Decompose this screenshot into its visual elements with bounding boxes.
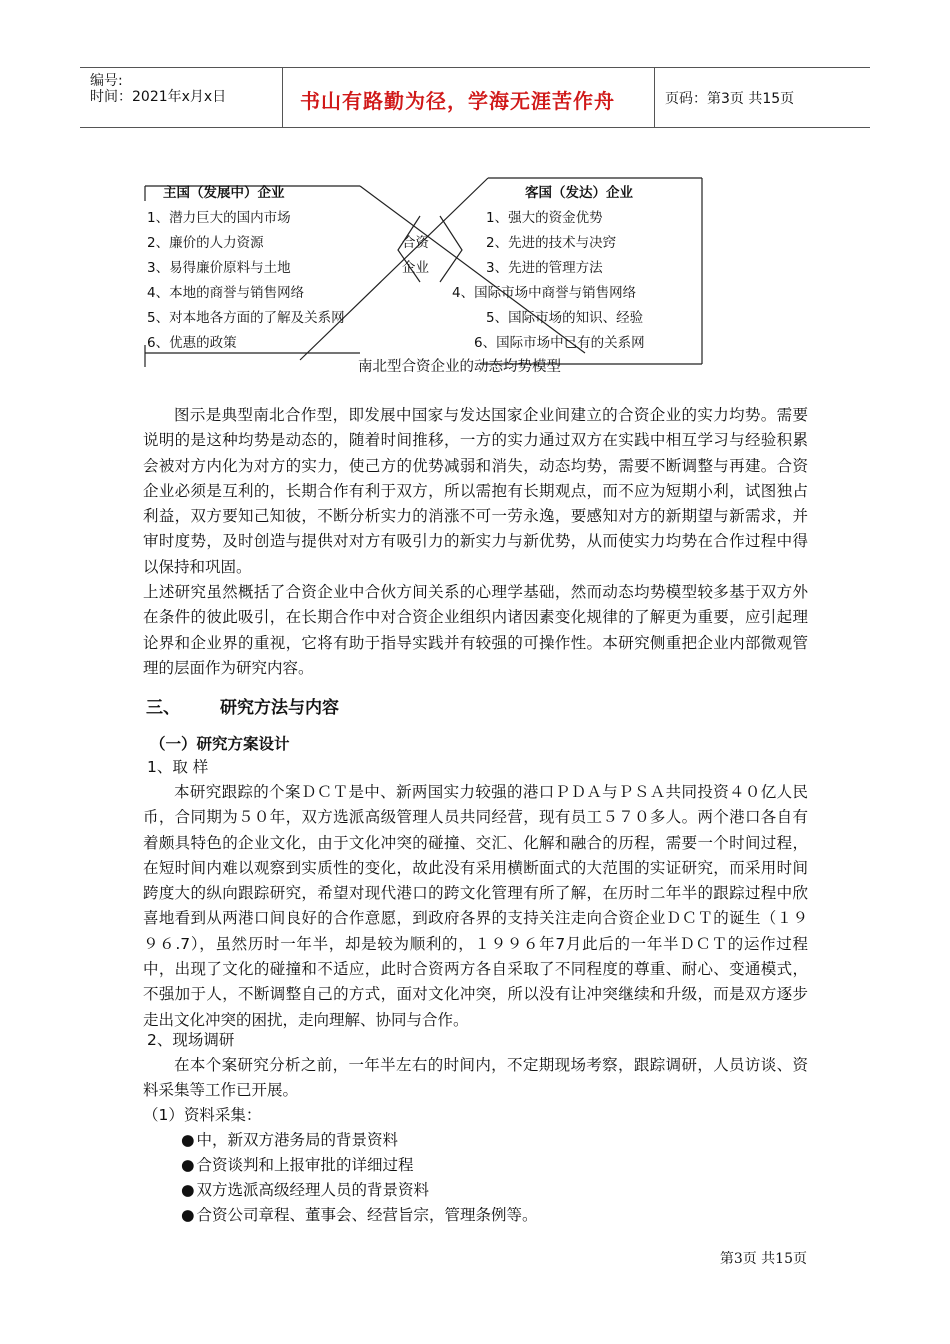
section-number: 三、 — [146, 698, 180, 718]
cross-line-b — [300, 178, 488, 360]
host-item-1: 1、潜力巨大的国内市场 — [147, 210, 291, 226]
page-footer: 第3页 共15页 — [719, 1251, 807, 1267]
section-heading — [146, 693, 339, 718]
jv-label-line2: 企业 — [402, 260, 429, 276]
guest-title: 客国（发达）企业 — [525, 185, 633, 201]
paragraph-summary: 上述研究虽然概括了合资企业中合伙方间关系的心理学基础，然而动态均势模型较多基于双方外在条件的彼此吸引，在长期合作中对合资企业组织内诸因素变化规律的了解更为重要，应引起理论界和企业界的重视，它将有助于指导实践并有较强的可操作性。本研究侧重把企业内部微观管理的层面作为研究内容。 — [143, 583, 808, 677]
jv-label-line1: 合资 — [402, 235, 429, 251]
list-item: ● 双方选派高级经理人员的背景资料 — [181, 1181, 430, 1199]
paragraph-case: 本研究跟踪的个案ＤＣＴ是中、新两国实力较强的港口ＰＤＡ与ＰＳＡ共同投资４０亿人民币，合同期为５０年，双方选派高级管理人员共同经营，现有员工５７０多人。两个港口各自有着颇具特色的企业文化，由于文化冲突的碰撞、交汇、化解和融合的历程，需要一个时间过程，在短时间内难以观察到实质性的变化，故此没有采用横断面式的大范围的实证研究，而采用时间跨度大的纵向跟踪研究，希望对现代港口的跨文化管理有所了解，在历时二年半的跟踪过程中欣喜地看到从两港口间良好的合作意愿，到政府各界的支持关注走向合资企业ＤＣＴ的诞生（１９９６.7），虽然历时一年半，却是较为顺利的，１９９６年7月此后的一年半ＤＣＴ的运作过程中，出现了文化的碰撞和不适应，此时合资两方各自采取了不同程度的尊重、耐心、变通模式，不强加于人，不断调整自己的方式，面对文化冲突，所以没有让冲突继续和升级，而是双方逐步走出文化冲突的困扰，走向理解、协同与合作。 — [143, 783, 808, 1029]
subsection-heading: （一）研究方案设计 — [150, 735, 290, 753]
list-item: ● 中，新双方港务局的背景资料 — [181, 1131, 399, 1149]
guest-item-1: 1、强大的资金优势 — [486, 210, 603, 226]
item-sampling: 1、取 样 — [147, 758, 209, 776]
guest-item-2: 2、先进的技术与决窍 — [486, 235, 617, 251]
header-number-label: 编号: — [90, 73, 123, 89]
list-item: ● 合资公司章程、董事会、经营旨宗，管理条例等。 — [181, 1206, 538, 1224]
guest-item-5: 5、国际市场的知识、经验 — [486, 310, 644, 326]
header-motto: 书山有路勤为径，学海无涯苦作舟 — [300, 89, 615, 113]
host-item-4: 4、本地的商誉与销售网络 — [147, 285, 305, 301]
paragraph-balance: 图示是典型南北合作型，即发展中国家与发达国家企业间建立的合资企业的实力均势。需要说明的是这种均势是动态的，随着时间推移，一方的实力通过双方在实践中相互学习与经验积累会被对方内化为对方的实力，使己方的优势减弱和消失，动态均势，需要不断调整与再建。合资企业必须是互利的，长期合作有利于双方，所以需抱有长期观点，而不应为短期小利，试图独占利益，双方要知己知彼，不断分析实力的消涨不可一劳永逸，要感知对方的新期望与新需求，并审时度势，及时创造与提供对对方有吸引力的新实力与新优势，从而使实力均势在合作过程中得以保持和巩固。 — [143, 406, 808, 576]
item-field-research: 2、现场调研 — [147, 1031, 235, 1049]
list-item: ● 合资谈判和上报审批的详细过程 — [181, 1156, 414, 1174]
item-data-collection: （1）资料采集： — [143, 1106, 262, 1124]
bullet-icon: ● — [181, 1156, 195, 1174]
host-item-6: 6、优惠的政策 — [147, 335, 237, 351]
bullet-icon: ● — [181, 1131, 195, 1149]
section-title: 研究方法与内容 — [220, 698, 339, 718]
bullet-icon: ● — [181, 1181, 195, 1199]
diagram-caption: 南北型合资企业的动态均势模型 — [358, 359, 561, 375]
host-item-3: 3、易得廉价原料与土地 — [147, 260, 291, 276]
header-page-code: 页码：第3页 共15页 — [665, 91, 795, 107]
host-item-5: 5、对本地各方面的了解及关系网 — [147, 310, 345, 326]
paragraph-field: 在本个案研究分析之前，一年半左右的时间内，不定期现场考察，跟踪调研，人员访谈、资料采集等工作已开展。 — [143, 1056, 808, 1100]
guest-item-6: 6、国际市场中已有的关系网 — [474, 335, 645, 351]
guest-item-3: 3、先进的管理方法 — [486, 260, 603, 276]
host-title: 主国（发展中）企业 — [163, 185, 285, 201]
jv-bracket-right — [440, 216, 462, 282]
header-time-label: 时间：2021年x月x日 — [90, 89, 227, 105]
guest-item-4: 4、国际市场中商誉与销售网络 — [452, 285, 637, 301]
host-item-2: 2、廉价的人力资源 — [147, 235, 264, 251]
bullet-icon: ● — [181, 1206, 195, 1224]
